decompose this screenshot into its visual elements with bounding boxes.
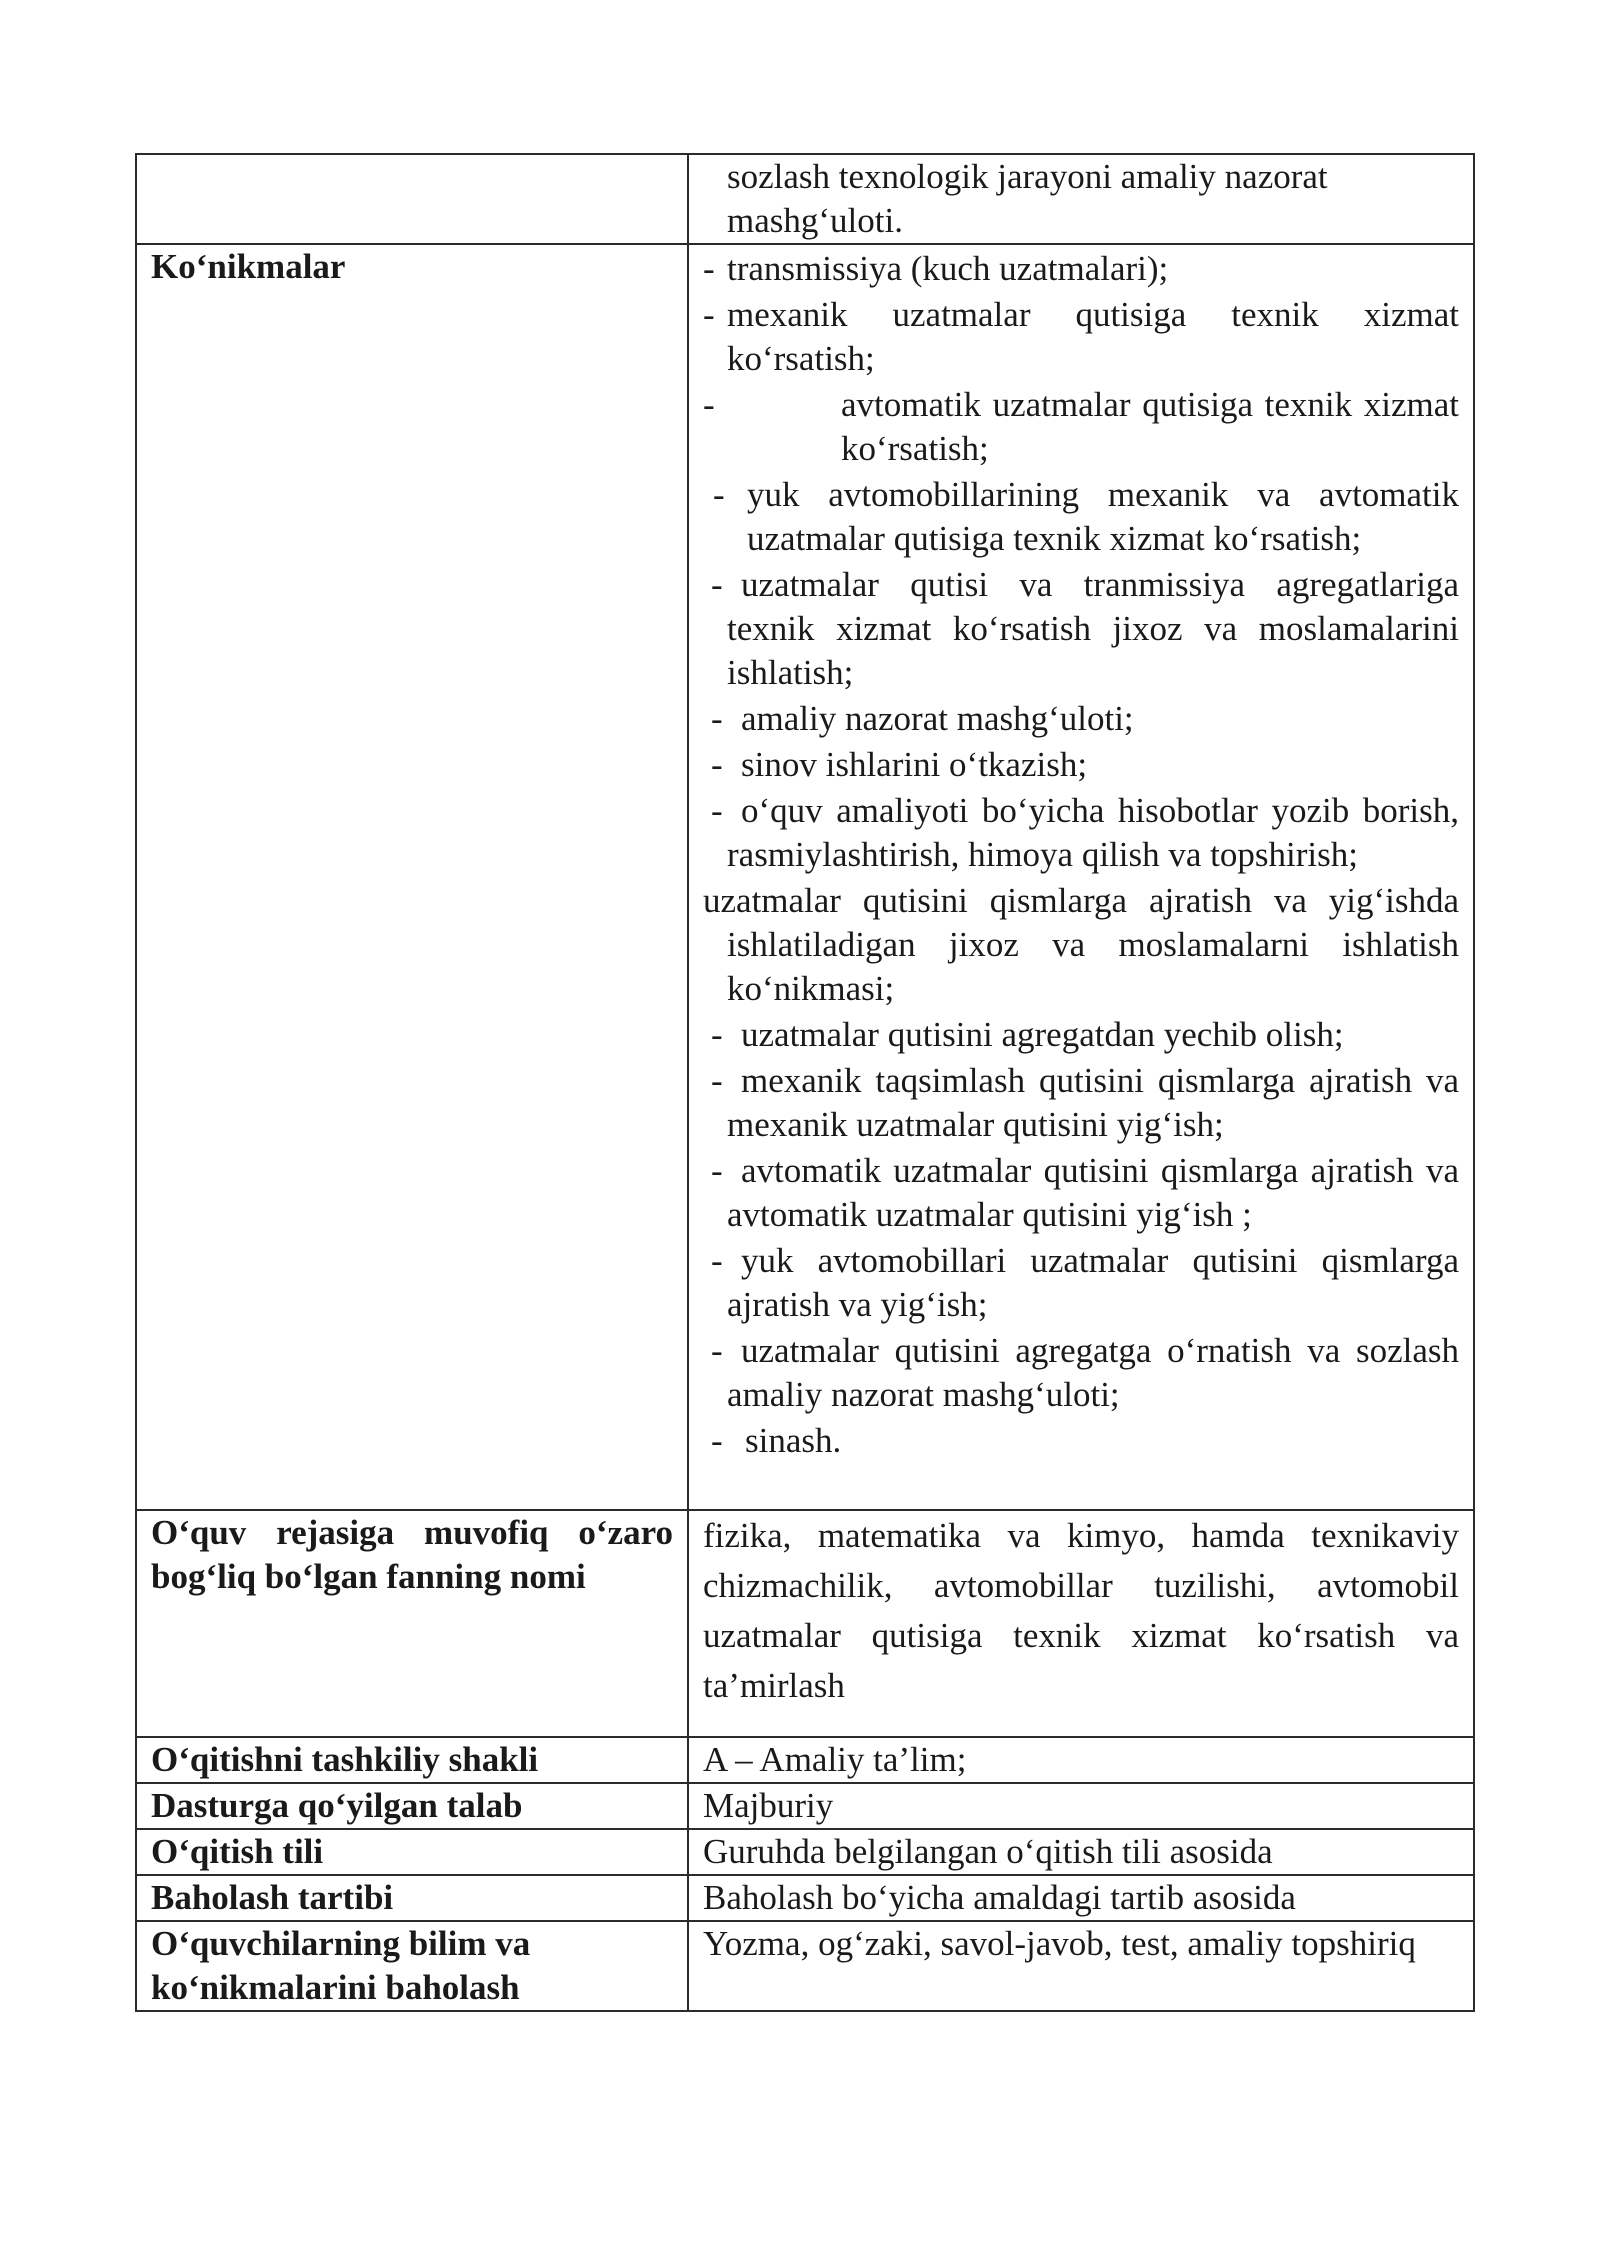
row-value: fizika, matematika va kimyo, hamda texnikaviy chizmachilik, avtomobillar tuzilishi, avtomobil uzatmalar qutisiga texnik xizmat ko‘rsatish va ta’mirlash	[703, 1516, 1459, 1705]
row-label-cell	[136, 1829, 688, 1875]
table-row	[136, 154, 1474, 244]
row-value-cell	[688, 1875, 1474, 1921]
list-item: - uzatmalar qutisini agregatga o‘rnatish va sozlash amaliy nazorat mashg‘uloti;	[711, 1331, 1459, 1414]
table-row	[136, 1510, 1474, 1737]
table-row	[136, 1921, 1474, 2011]
row-label-cell	[136, 1510, 688, 1737]
list-item: - o‘quv amaliyoti bo‘yicha hisobotlar yozib borish, rasmiylashtirish, himoya qilish va topshirish;	[711, 791, 1459, 874]
row-label: O‘quv rejasiga muvofiq o‘zaro bog‘liq bo‘lgan fanning nomi	[151, 1513, 673, 1596]
list-item: - uzatmalar qutisini agregatdan yechib olish;	[711, 1015, 1344, 1054]
row-value-cell	[688, 1829, 1474, 1875]
row-value: Guruhda belgilangan o‘qitish tili asosida	[703, 1832, 1273, 1871]
row-value-cell	[688, 1510, 1474, 1737]
list-item: - sinov ishlarini o‘tkazish;	[711, 745, 1088, 784]
row-value: Majburiy	[703, 1786, 834, 1825]
row-label: O‘qitish tili	[151, 1832, 324, 1871]
list-item: - transmissiya (kuch uzatmalari);	[703, 249, 1169, 288]
table-row	[136, 1783, 1474, 1829]
table-row	[136, 1829, 1474, 1875]
row-value-cell	[688, 1921, 1474, 2011]
list-item: - yuk avtomobillari uzatmalar qutisini qismlarga ajratish va yig‘ish;	[711, 1241, 1459, 1324]
row-label: Ko‘nikmalar	[151, 247, 346, 286]
program-info-table	[135, 153, 1475, 2012]
table-row	[136, 244, 1474, 1510]
row-label-cell	[136, 154, 688, 244]
table-row	[136, 1737, 1474, 1783]
list-item: - sinash.	[711, 1421, 842, 1460]
row-label-cell	[136, 244, 688, 1510]
row-value: Baholash bo‘yicha amaldagi tartib asosida	[703, 1878, 1296, 1917]
row-value: Yozma, og‘zaki, savol-javob, test, amaliy topshiriq	[703, 1924, 1416, 1963]
row-label: Dasturga qo‘yilgan talab	[151, 1786, 523, 1825]
row-label-cell	[136, 1783, 688, 1829]
row-label-cell	[136, 1875, 688, 1921]
list-item: - avtomatik uzatmalar qutisiga texnik xizmat ko‘rsatish;	[703, 385, 1459, 468]
row-value-cell	[688, 1783, 1474, 1829]
row-label: Baholash tartibi	[151, 1878, 394, 1917]
list-item: - uzatmalar qutisi va tranmissiya agregatlariga texnik xizmat ko‘rsatish jixoz va moslamalarini ishlatish;	[711, 565, 1459, 692]
row-label-cell	[136, 1737, 688, 1783]
row-label-cell	[136, 1921, 688, 2011]
row-value-cell	[688, 154, 1474, 244]
skills-list	[688, 244, 1474, 1510]
list-item: - mexanik taqsimlash qutisini qismlarga ajratish va mexanik uzatmalar qutisini yig‘ish;	[711, 1061, 1459, 1144]
row-label: O‘quvchilarning bilim va ko‘nikmalarini baholash	[151, 1924, 531, 2007]
row-value: A – Amaliy ta’lim;	[703, 1740, 967, 1779]
table-row	[136, 1875, 1474, 1921]
list-item: uzatmalar qutisini qismlarga ajratish va yig‘ishda ishlatiladigan jixoz va moslamalarni ishlatish ko‘nikmasi;	[703, 881, 1459, 1008]
row-value-cell	[688, 1737, 1474, 1783]
list-item: - mexanik uzatmalar qutisiga texnik xizmat ko‘rsatish;	[703, 295, 1459, 378]
list-item: - avtomatik uzatmalar qutisini qismlarga ajratish va avtomatik uzatmalar qutisini yig‘ish ;	[711, 1151, 1459, 1234]
list-item: - yuk avtomobillarining mexanik va avtomatik uzatmalar qutisiga texnik xizmat ko‘rsatish;	[713, 475, 1459, 558]
list-item: - amaliy nazorat mashg‘uloti;	[711, 699, 1134, 738]
row-value: sozlash texnologik jarayoni amaliy nazorat mashg‘uloti.	[727, 157, 1328, 240]
row-label: O‘qitishni tashkiliy shakli	[151, 1740, 539, 1779]
